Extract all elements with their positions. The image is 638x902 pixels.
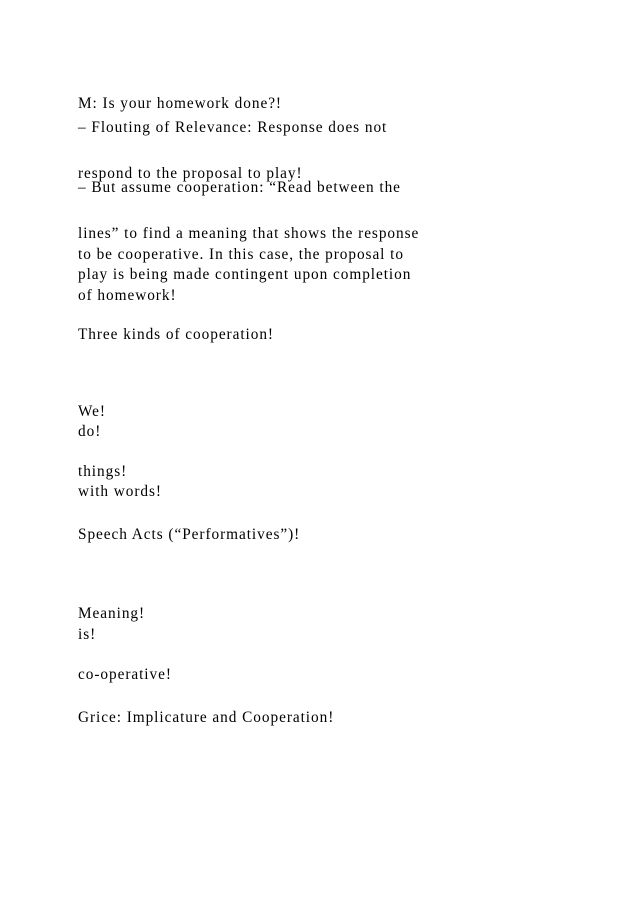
text-line: of homework! (78, 287, 177, 304)
text-line: Meaning! (78, 605, 146, 622)
text-line: is! (78, 626, 97, 643)
text-line: respond to the proposal to play! (78, 165, 303, 182)
text-line: co-operative! (78, 666, 172, 683)
text-line: do! (78, 423, 102, 440)
text-line: Speech Acts (“Performatives”)! (78, 526, 301, 543)
text-line: Three kinds of cooperation! (78, 326, 274, 343)
text-line: – Flouting of Relevance: Response does not (78, 119, 388, 136)
text-line: to be cooperative. In this case, the proposal to (78, 246, 404, 263)
text-line: play is being made contingent upon completion (78, 266, 412, 283)
text-line: Grice: Implicature and Cooperation! (78, 709, 335, 726)
text-line: lines” to find a meaning that shows the response (78, 225, 420, 242)
text-line: – But assume cooperation: “Read between the (78, 179, 401, 196)
text-line: M: Is your homework done?! (78, 95, 282, 112)
text-line: things! (78, 463, 128, 480)
text-line: with words! (78, 483, 162, 500)
text-line: We! (78, 403, 106, 420)
